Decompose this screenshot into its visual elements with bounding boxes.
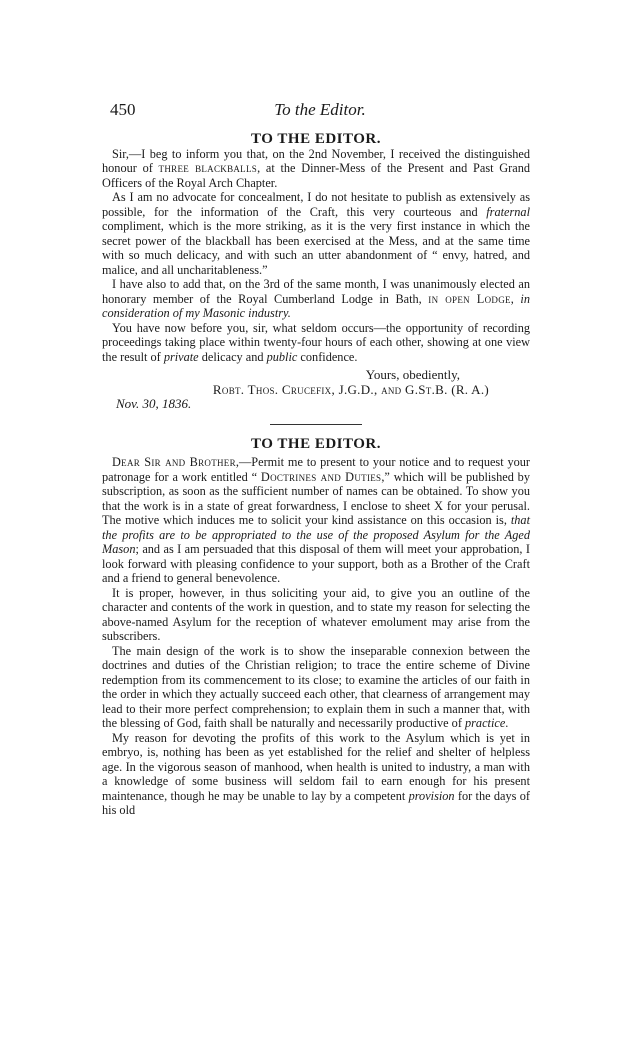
letter-1-closing: Yours, obediently, [365,367,460,382]
letter-1-date: Nov. 30, 1836. [116,396,192,411]
letter-1 [102,132,530,818]
letter-1-paragraph: I have also to add that, on the 3rd of the same month, I was unanimously elected an honorary member of the Royal Cumberland Lodge in Bath, in open Lodge, in consideration of my Masonic industry. [102,277,530,320]
page-number: 450 [110,100,136,119]
letter-1-paragraph: Sir,—I beg to inform you that, on the 2nd November, I received the distinguished honour of three blackballs, at the Dinner-Mess of the Present and Past Grand Officers of the Royal Arch Chapter. [102,146,530,190]
letter-2-paragraph: The main design of the work is to show the inseparable connexion between the doctrines and duties of the Christian religion; to trace the entire scheme of Divine redemption from its commencement to its close; to examine the articles of our faith in the order in which they actually succeed each other, that clearness of arrangement may lead to their more perfect comprehension; to explain them in such a manner that, with the blessing of God, faith shall be naturally and necessarily productive of practice. [102,643,530,730]
letter-1-paragraph: You have now before you, sir, what seldom occurs—the opportunity of recording proceedings taking place within twenty-four hours of each other, showing at one view the result of private delicacy and public confidence. [102,320,530,364]
letter-2-heading: TO THE EDITOR. [251,435,381,452]
running-title: To the Editor. [274,100,366,119]
running-head [110,100,530,124]
section-divider [270,424,362,425]
letter-1-heading: TO THE EDITOR. [251,131,381,147]
letter-2-paragraph: Dear Sir and Brother,—Permit me to present to your notice and to request your patronage for a work entitled “ Doctrines and Duties,” which will be published by subscription, as soon as the sufficient number of names can be obtained. To show you that the work is in a state of great forwardness, I enclose to sheet X for your perusal. The motive which induces me to solicit your kind assistance on this occasion is, that the profits are to be appropriated to the use of the proposed Asylum for the Aged Mason; and as I am persuaded that this disposal of them will meet your approbation, I look forward with pleasing confidence to your support, both as a Brother of the Craft and a friend to general benevolence. [102,455,530,585]
letter-1-signature: Robt. Thos. Crucefix, J.G.D., and G.St.B. (R. A.) [212,381,490,397]
letter-1-paragraph: As I am no advocate for concealment, I do not hesitate to publish as extensively as possible, for the information of the Craft, this very courteous and fraternal compliment, which is the more striking, as it is the very first instance in which the secret power of the blackball has been exercised at the Mess, and at the same time with so much delicacy, and with such an utter abandonment of “ envy, hatred, and malice, and all uncharitableness.” [102,190,530,277]
letter-2-paragraph: My reason for devoting the profits of this work to the Asylum which is yet in embryo, is, nothing has been as yet established for the relief and shelter of helpless age. In the vigorous season of manhood, when health is united to industry, a man with a knowledge of some business will seldom fail to earn enough for his present maintenance, though he may be unable to lay by a competent provision for the days of his old [102,730,530,817]
letter-2-paragraph: It is proper, however, in thus soliciting your aid, to give you an outline of the character and contents of the work in question, and to state my reason for selecting the above-named Asylum for the reception of whatever emolument may arise from the subscribers. [102,585,530,643]
